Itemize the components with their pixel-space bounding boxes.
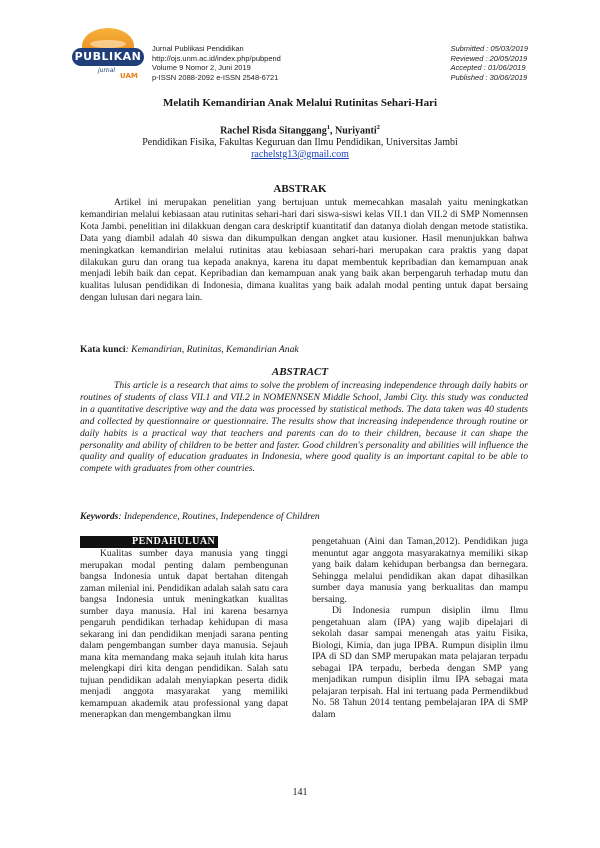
author-name: Rachel Risda Sitanggang — [220, 125, 327, 137]
journal-info — [152, 44, 281, 82]
paper-authors — [0, 124, 600, 136]
author-superscript: 2 — [376, 124, 380, 131]
email-link[interactable]: rachelstg13@gmail.com — [251, 149, 349, 160]
kata-kunci-label: Kata kunci — [80, 344, 126, 355]
date-published: Published : 30/06/2019 — [450, 72, 528, 82]
author-superscript: 1 — [326, 124, 330, 131]
body-column-right — [312, 536, 528, 720]
kata-kunci-text: : Kemandirian, Rutinitas, Kemandirian Anak — [125, 344, 299, 355]
date-reviewed: Reviewed : 20/05/2019 — [450, 53, 528, 63]
date-accepted: Accepted : 01/06/2019 — [450, 63, 526, 73]
abstract-heading: ABSTRACT — [271, 366, 329, 378]
body-column-left — [80, 536, 288, 721]
submission-dates — [450, 44, 528, 82]
author-affiliation: Pendidikan Fisika, Fakultas Keguruan dan Ilmu Pendidikan, Universitas Jambi — [142, 137, 458, 148]
journal-issn: p-ISSN 2088-2092 e-ISSN 2548-6721 — [152, 72, 279, 82]
logo-wordmark: PUBLIKAN — [72, 48, 144, 66]
author-name: , Nuriyanti — [330, 125, 377, 137]
logo-sub: UAM — [120, 72, 138, 80]
journal-name: Jurnal Publikasi Pendidikan — [152, 44, 244, 53]
body-paragraph: Kualitas sumber daya manusia yang tinggi merupakan modal penting dalam pembengunan bangsa Indonesia untuk dapat bertahan ditengah zaman milenial ini. Pendidikan adalah salah satu cara bangsa Indonesia untuk meningkatkan kualitas sumber daya manusia. Hal ini karena besarnya pengaruh pendidikan terhadap kehidupan di masa sekarang ini dan pendidikan menjadi sarana penting dalam pengembangan sumber daya manusia. Sejauh mana kita memandang maka sejauh itulah kita harus melengkapi diri kita dengan pendidikan. Salah satu tujuan pendidikan adalah menyiapkan peserta didik menjadi anggota masyarakat yang memiliki kemampuan akademik atau professional yang dapat menerapkan dan mengembangkan ilmu — [80, 548, 288, 720]
journal-url[interactable]: http://ojs.unm.ac.id/index.php/pubpend — [152, 53, 281, 63]
journal-logo — [72, 28, 144, 80]
abstract-text: This article is a research that aims to solve the problem of increasing independence through daily habits or routines of students of class VII.1 and VII.2 in NOMENNSEN Middle School, Jambi City. this study was conducted in a quantitative descriptive way and the data was processed by statistical methods. The data taken was 40 students and collected by questionnaire or questionnaire. The results show that increasing independence through routine or daily habits is a practical way that teachers and parents can do to their children, because it can shape the personality and ability of children to be better and faster. Good children's personality and abilities will influence the quality and quality of education graduates in Indonesia, where good quality is an important capital to be able to compete with graduates from other countries. — [80, 380, 528, 475]
body-paragraph: Di Indonesia rumpun disiplin ilmu Ilmu pengetahuan alam (IPA) yang wajib dipelajari di sekolah dasar sampai menengah atas yaitu Fisika, Biologi, Kimia, dan juga IPBA. Rumpun disiplin ilmu IPA di SD dan SMP merupakan mata pelajaran terpadu sebagai IPA terpadu, berbeda dengan SMP yang menjadikan rumpun disiplin ilmu IPA sebagai mata pelajaran terpisah. Hal ini tertuang pada Permendikbud No. 58 Tahun 2014 tentang pembelajaran IPA di SMP dalam — [312, 605, 528, 720]
logo-tagline: jurnal — [98, 67, 116, 74]
keywords-text: : Independence, Routines, Independence of Children — [118, 511, 320, 522]
kata-kunci — [80, 344, 528, 355]
abstrak-text: Artikel ini merupakan penelitian yang bertujuan untuk memecahkan masalah yaitu meningkatkan kemandirian melalui kebiasaan atau rutinitas sehari-hari dari siswa-siswi kelas VII.1 dan VII.2 di SMP Nomennsen Kota Jambi. penelitian ini dilakkuan dengan cara deskriptif kuantitatif dan datanya diolah dengan metode statistika. Data yang diambil adalah 40 siswa dan dikumpulkan dengan angket atau kusioner. Hasil menunjukkan bahwa meningkatkan kemandirian melalui rutinitas atau kebiasaan sehari-hari merupakan cara praktis yang dapat dilakukan guru dan orang tua kepada anaknya, karena itu dapat membentuk kepribadian dan kemampuan anak menjadi lebih baik dan cepat. Kepribadian dan kemampuan anak yang baik akan berpengaruh terhadap mutu dan kualitas lulusan pendidikan di Indonesia, dimana kualitas yang baik adalah modal penting untuk dapat bersaing dengan lulusan dari negara lain. — [80, 197, 528, 304]
keywords — [80, 511, 528, 522]
journal-volume: Volume 9 Nomor 2, Juni 2019 — [152, 63, 251, 73]
body-paragraph: pengetahuan (Aini dan Taman,2012). Pendidikan juga menuntut agar anggota masyarakatnya memiliki sikap yang baik dalam kehidupan berbangsa dan bernegara. Sehingga melalui pendidikan akan dapat dihasilkan sumber daya manusia yang berkualitas dan mampu bersaing. — [312, 536, 528, 605]
keywords-label: Keywords — [80, 511, 119, 522]
abstrak-heading: ABSTRAK — [273, 183, 327, 195]
paper-title: Melatih Kemandirian Anak Melalui Rutinitas Sehari-Hari — [162, 97, 438, 109]
section-heading: PENDAHULUAN — [80, 536, 218, 548]
page-number: 141 — [292, 787, 308, 798]
date-submitted: Submitted : 05/03/2019 — [450, 44, 528, 53]
author-email — [0, 149, 600, 160]
